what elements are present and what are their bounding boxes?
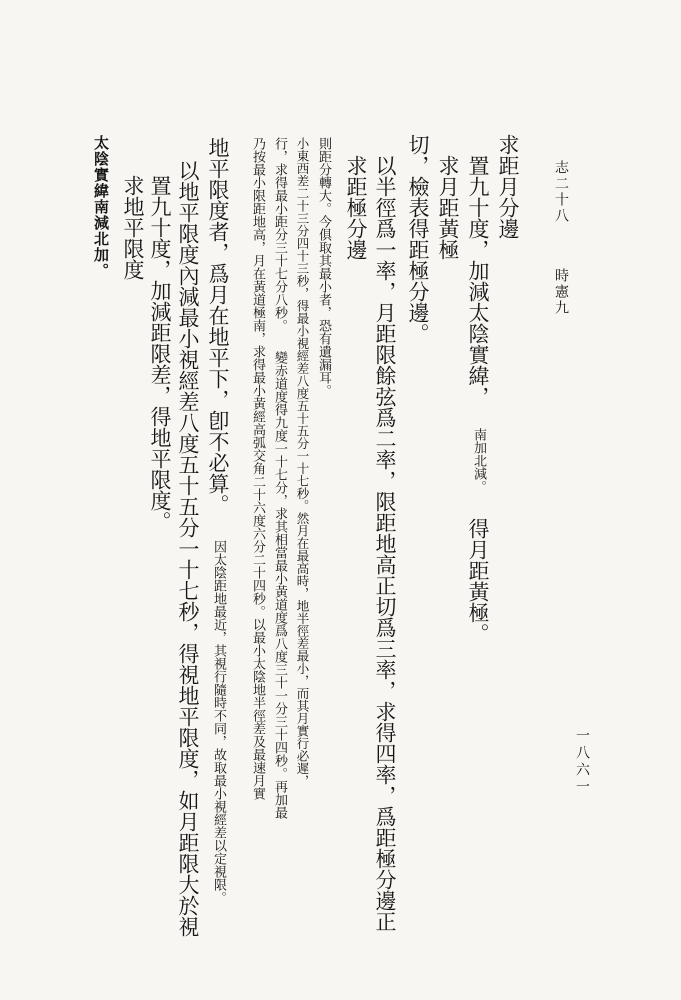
text-column-mixed <box>467 155 488 644</box>
text-column-mixed <box>207 137 228 904</box>
annotation-note: 南加北減。 <box>471 428 486 493</box>
footer-volume: 志二十八 <box>553 160 569 224</box>
text-column: 以半徑爲一率，月距限餘弦爲二率，限距地高正切爲三率，求得四率，爲距極分邊正 <box>373 155 397 932</box>
annotation-column <box>273 137 286 819</box>
section-header: 太陰實緯南減北加。 <box>92 135 110 279</box>
footer-chapter: 時憲九 <box>553 268 569 316</box>
subheading-find-horizon-limit: 求地平限度 <box>121 175 145 280</box>
annotation-column: 乃按最小限距地高，月在黃道極南，求得最小黃經高弧交角二十六度六分二十四秒。以最小太陰地半徑差及最速月實 <box>250 137 265 800</box>
text-segment: 得月距黃極。 <box>466 518 490 644</box>
subheading-find-pole-distance-side: 求距極分邊 <box>344 155 368 260</box>
annotation-segment: 變赤道度得九度一十七分，求其相當最小黃道度爲八度三十一分三十四秒。再加最 <box>272 351 287 819</box>
text-column: 切，檢表得距極分邊。 <box>406 134 430 344</box>
annotation-column: 則距分轉大。今俱取其最小者，恐有遺漏耳。 <box>316 137 331 397</box>
annotation-note: 因太陰距地最近，其視行隨時不同，故取最小視經差以定視限。 <box>211 540 226 904</box>
text-column: 置九十度，加減距限差，得地平限度。 <box>148 175 172 532</box>
text-segment: 地平限度者，爲月在地平下，卽不必算。 <box>206 137 230 515</box>
annotation-column: 小東西差二十三分四十三秒，得最小視經差八度五十五分一十七秒。然月在最高時，地半徑差最小，而其月實行必遲， <box>295 137 310 787</box>
text-segment: 置九十度，加減太陰實緯， <box>466 155 490 407</box>
subheading-find-moon-distance-side: 求距月分邊 <box>496 134 520 239</box>
text-column: 以地平限度內減最小視經差八度五十五分一十七秒，得視地平限度，如月距限大於視 <box>176 160 200 937</box>
subheading-find-moon-ecliptic-pole-distance: 求月距黃極 <box>436 155 460 260</box>
annotation-segment: 行，求得最小距分三十七分八秒。 <box>272 137 287 332</box>
page-number: 一八六一 <box>574 728 590 796</box>
